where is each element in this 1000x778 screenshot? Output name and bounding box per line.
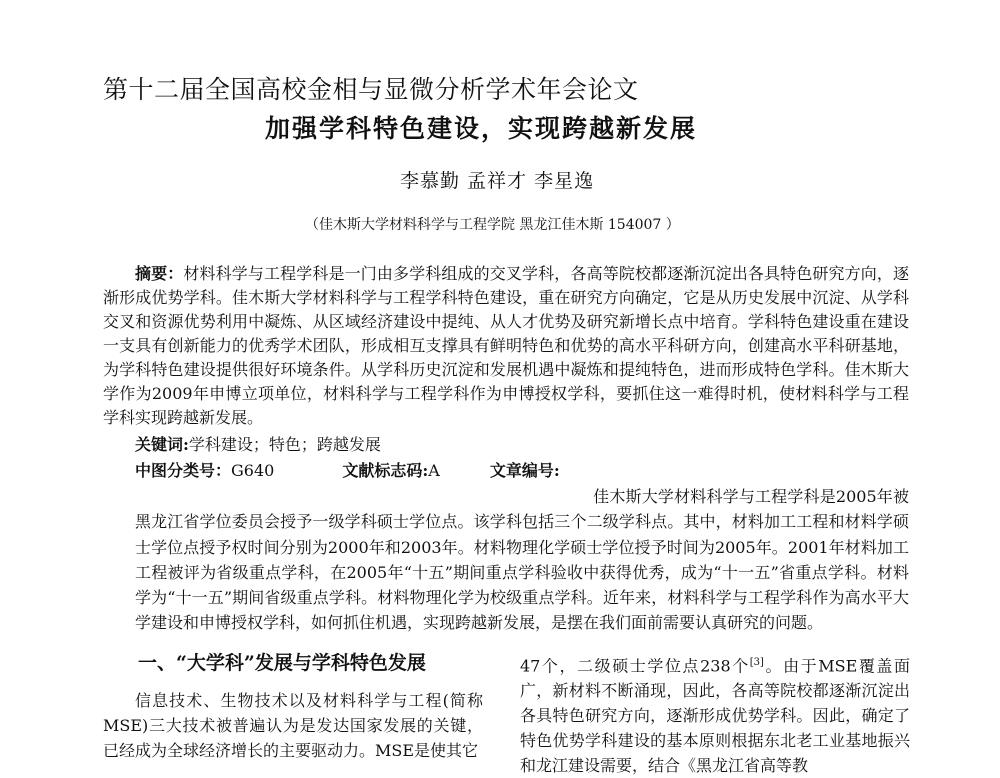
- right-column-text-post: 。由于MSE覆盖面广，新材料不断涌现，因此，各高等院校都逐渐沉淀出各具特色研究方向，逐渐形成优势学科。因此，确定了特色优势学科建设的基本原则根据东北老工业基地振兴和龙江建设需要，结合《黑龙江省高等教: [520, 656, 910, 776]
- classification-line: [135, 458, 915, 484]
- conference-header: 第十二届全国高校金相与显微分析学术年会论文: [103, 75, 639, 104]
- authors: 李慕勤 孟祥才 李星逸: [400, 170, 595, 192]
- abstract-label: 摘要：: [135, 264, 184, 283]
- intro-paragraph: [135, 484, 909, 636]
- keywords: [135, 432, 381, 455]
- right-column: [520, 650, 910, 778]
- citation-ref: [3]: [749, 657, 764, 668]
- affiliation: （佳木斯大学材料科学与工程学院 黑龙江佳木斯 154007 ）: [305, 217, 680, 233]
- doc-code-value: A: [428, 461, 440, 480]
- right-column-text-pre: 47个，二级硕士学位点238个: [520, 656, 750, 676]
- abstract-text: 材料科学与工程学科是一门由多学科组成的交叉学科，各高等院校都逐渐沉淀出各具特色研究方向，逐渐形成优势学科。佳木斯大学材料科学与工程学科特色建设，重在研究方向确定，它是从历史发展中沉淀、从学科交叉和资源优势利用中凝炼、从区域经济建设中提纯、从人才优势及研究新增长点中培育。学科特色建设重在建设一支具有创新能力的优秀学术团队，形成相互支撑具有鲜明特色和优势的高水平科研方向，创建高水平科研基地，为学科特色建设提供很好环境条件。从学科历史沉淀和发展机遇中凝炼和提纯特色，进而形成特色学科。佳木斯大学作为2009年申博立项单位，材料科学与工程学科作为申博授权学科，要抓住这一难得时机，使材料科学与工程学科实现跨越新发展。: [103, 264, 909, 427]
- left-column: [103, 650, 483, 763]
- doc-code-label: 文献标志码:: [342, 461, 429, 480]
- article-no-label: 文章编号:: [489, 461, 560, 480]
- left-column-text: 信息技术、生物技术以及材料科学与工程(简称MSE)三大技术被普遍认为是发达国家发展的关键，已经成为全球经济增长的主要驱动力。MSE是使其它: [103, 691, 483, 760]
- section-heading: 一、“大学科”发展与学科特色发展: [138, 652, 426, 674]
- keywords-label: 关键词:: [135, 435, 189, 454]
- abstract-paragraph: [103, 262, 909, 430]
- clc-value: G640: [231, 461, 275, 480]
- paper-title: 加强学科特色建设，实现跨越新发展: [265, 114, 698, 143]
- abstract: [103, 262, 909, 430]
- intro-text: 佳木斯大学材料科学与工程学科是2005年被黑龙江省学位委员会授予一级学科硕士学位点。该学科包括三个二级学科点。其中，材料加工工程和材料学硕士学位点授予权时间分别为2000年和2003年。材料物理化学硕士学位授予时间为2005年。2001年材料加工工程被评为省级重点学科，在2005年“十五”期间重点学科验收中获得优秀，成为“十一五”省重点学科。材料学为“十一五”期间省级重点学科。材料物理化学为校级重点学科。近年来，材料科学与工程学科作为高水平大学建设和申博授权学科，如何抓住机遇，实现跨越新发展，是摆在我们面前需要认真研究的问题。: [135, 487, 909, 633]
- clc-label: 中图分类号：: [135, 461, 232, 480]
- keywords-text: 学科建设；特色；跨越发展: [188, 435, 381, 454]
